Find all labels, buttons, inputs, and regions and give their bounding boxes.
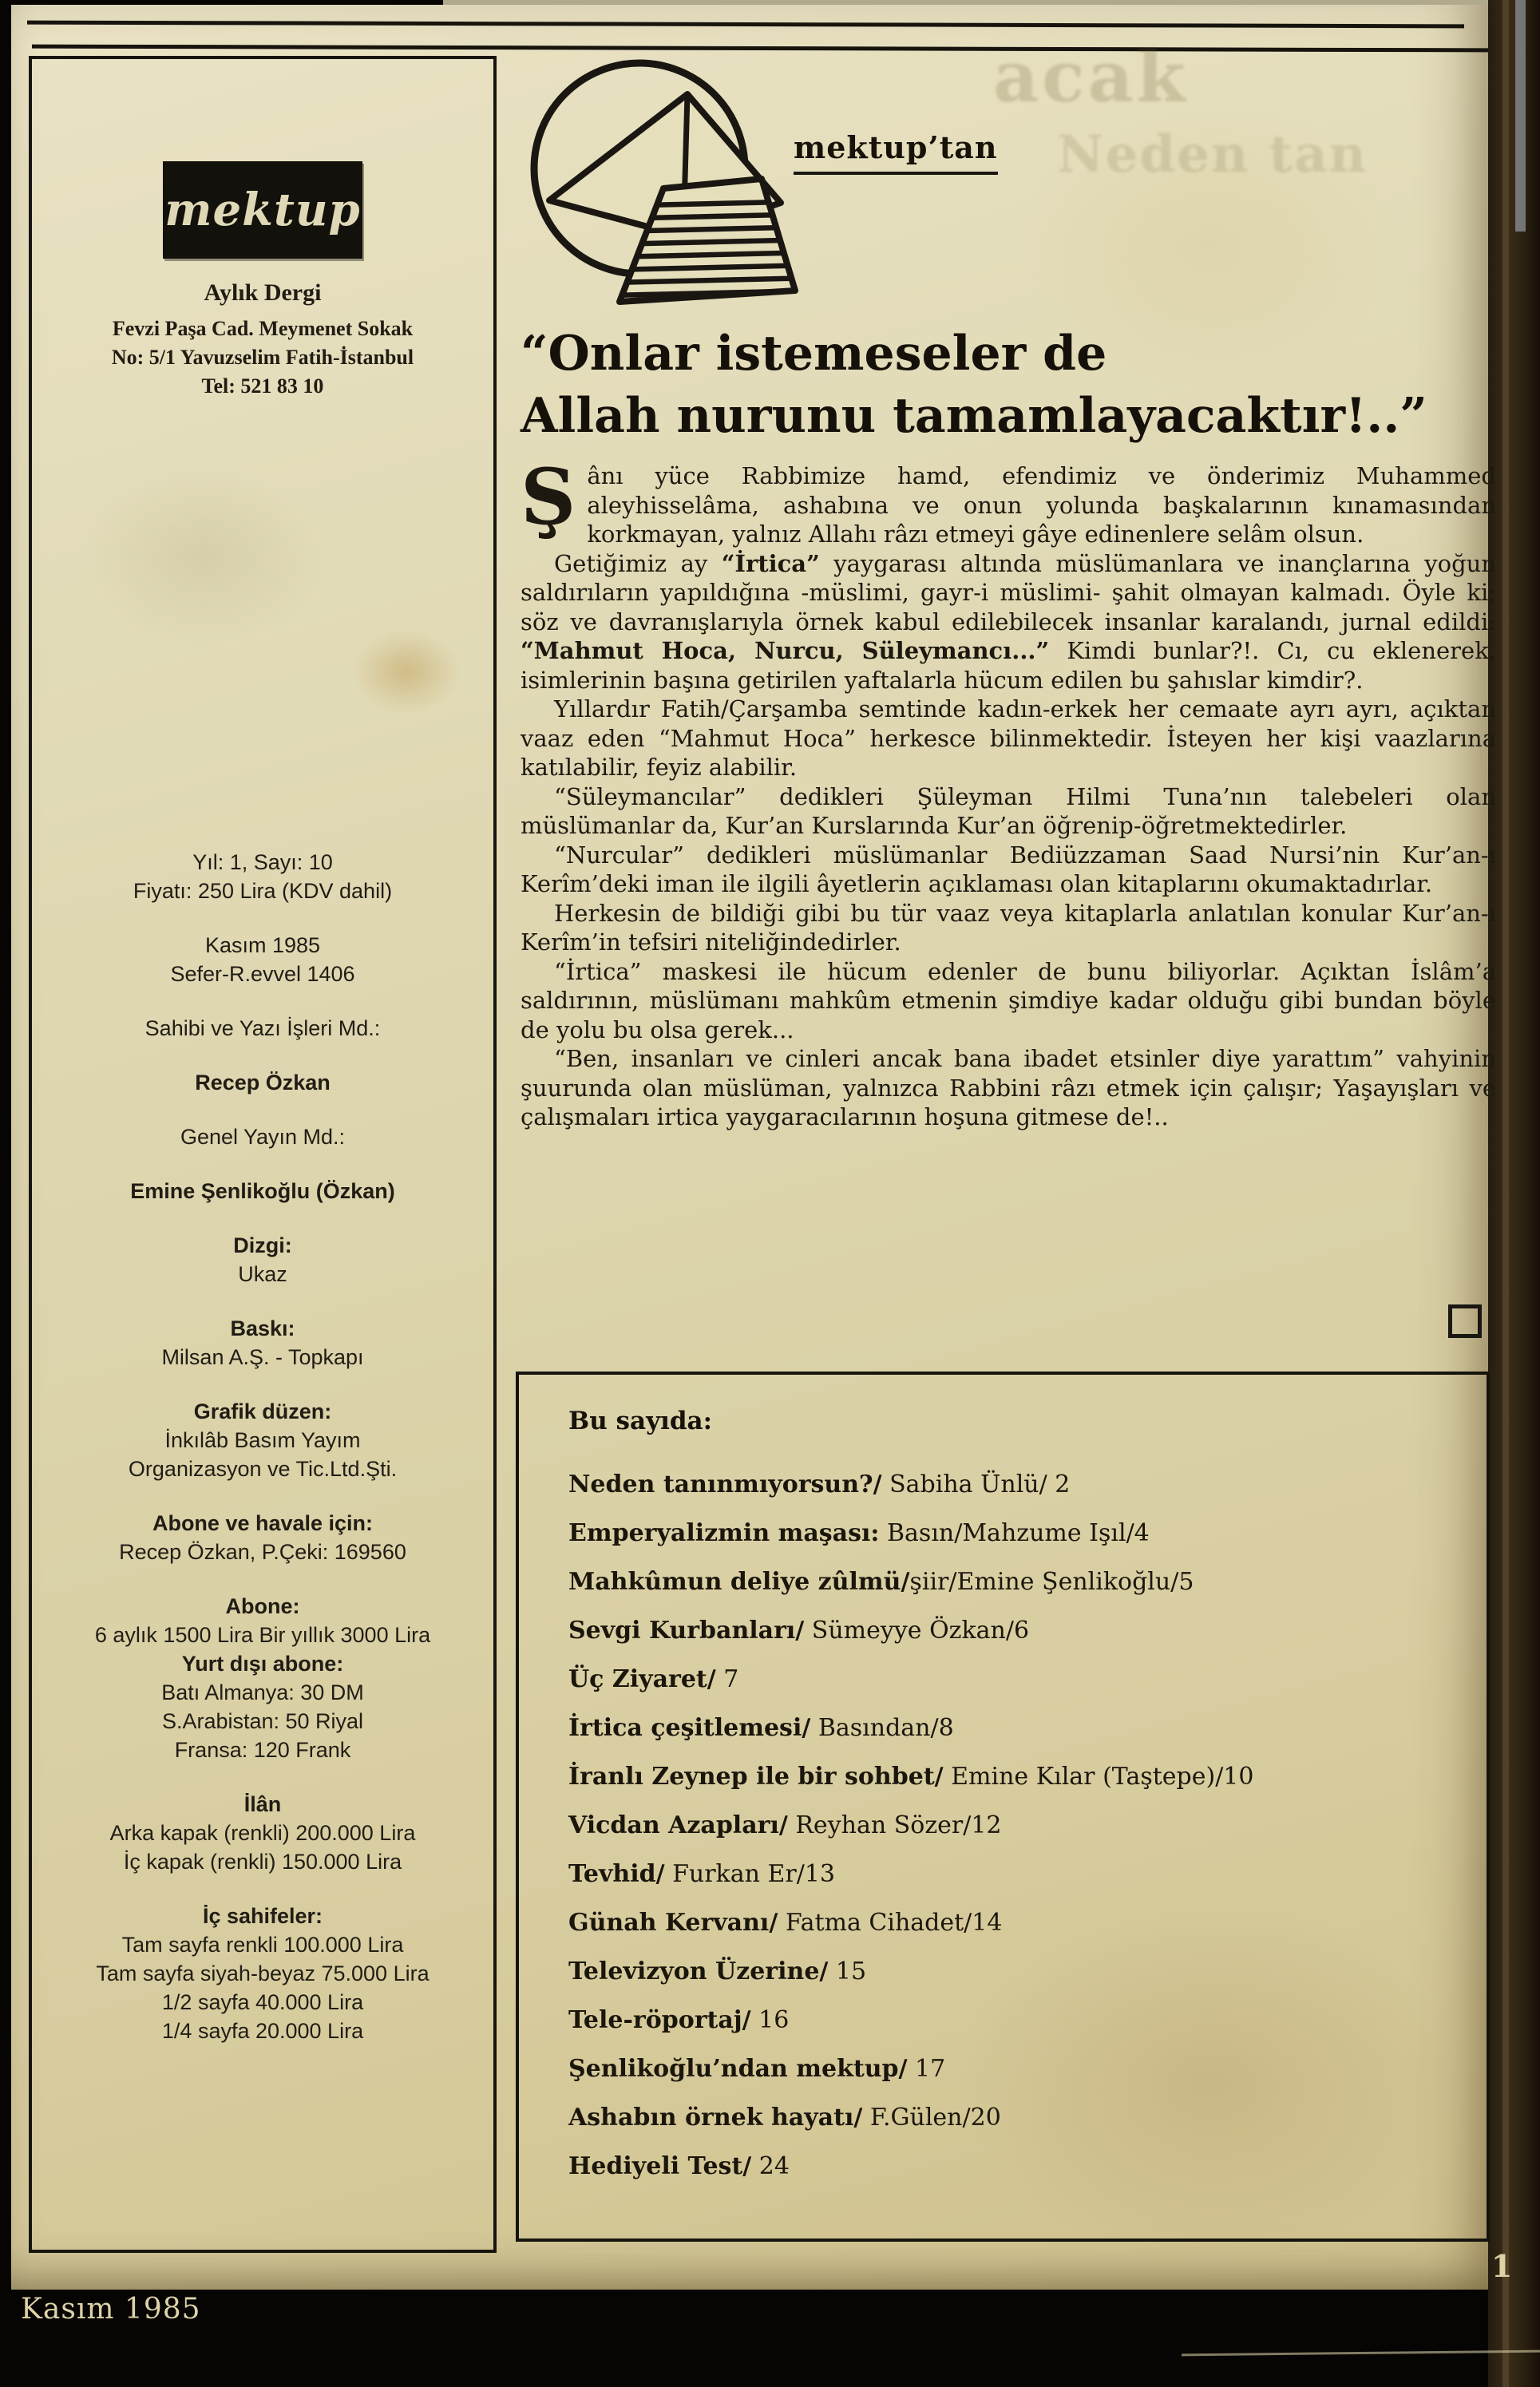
article-paragraph — [521, 1044, 1496, 1132]
contents-item — [568, 1617, 1487, 1645]
masthead-line: Tam sayfa siyah-beyaz 75.000 Lira — [96, 1961, 430, 1985]
masthead-lines — [32, 848, 493, 2045]
address-line: No: 5/1 Yavuzselim Fatih-İstanbul — [111, 346, 414, 369]
article-text-segment: “Nurcular” dedikleri müslümanlar Bediüzzaman Saad Nursi’nin Kur’an-ı Kerîm’deki iman ile ilgili âyetlerin açıklaması olan kitaplarını okumaktadırlar. — [521, 841, 1496, 897]
masthead-line: İç kapak (renkli) 150.000 Lira — [123, 1850, 402, 1874]
contents-item-author-page: 7 — [715, 1665, 739, 1693]
ink-bleedthrough-text: acak — [993, 35, 1189, 118]
magazine-tagline: Aylık Dergi — [204, 279, 322, 306]
masthead-line: Baskı: — [230, 1316, 295, 1340]
contents-item-title: Tele-röportaj/ — [568, 2006, 751, 2034]
contents-item-title: Üç Ziyaret/ — [568, 1665, 716, 1693]
masthead-line: Sefer-R.evvel 1406 — [170, 962, 355, 986]
page-number: 1 — [1491, 2248, 1513, 2284]
article-text-segment: “İrtica” — [721, 549, 820, 577]
contents-item — [568, 1568, 1487, 1596]
article-text-segment: Getiğimiz ay — [554, 549, 722, 577]
article-text-segment: Yıllardır Fatih/Çarşamba semtinde kadın-erkek her cemaate ayrı ayrı, açıktan vaaz eden “Mahmut Hoca” herkesce bilinmektedir. İsteyen her kişi vaazlarına katılabilir, feyiz alabilir. — [521, 695, 1496, 781]
article-body — [521, 452, 1496, 1132]
address-line: Tel: 521 83 10 — [201, 374, 324, 398]
contents-item-author-page: 15 — [828, 1957, 867, 1985]
contents-item — [568, 1763, 1487, 1791]
contents-item — [568, 1909, 1487, 1937]
masthead-line: Tam sayfa renkli 100.000 Lira — [121, 1933, 404, 1957]
masthead-line: Batı Almanya: 30 DM — [161, 1680, 364, 1704]
contents-item-title: Sevgi Kurbanları/ — [568, 1617, 805, 1645]
contents-item-author-page: 24 — [751, 2152, 790, 2180]
article-paragraph — [521, 841, 1496, 899]
masthead-line: Fiyatı: 250 Lira (KDV dahil) — [133, 879, 393, 903]
article-text-segment: “Ben, insanları ve cinleri ancak bana ibadet etsinler diye yarattım” vahyinin şuurunda olan müslüman, yalnızca Rabbini râzı etmek için çalışır; Yaşayışları ve çalışmaları irtica yaygaracılarının hoşuna gitmese de!.. — [521, 1045, 1496, 1130]
article-text-segment: Kimdi bunlar?!. Cı, cu eklenerek, isimlerinin başına getirilen yaftalarla hücum edilen bu şahıslar kimdir?. — [521, 637, 1496, 694]
magazine-logo-text: mektup — [164, 184, 361, 236]
contents-list — [568, 1471, 1487, 2180]
masthead-line: Arka kapak (renkli) 200.000 Lira — [109, 1821, 416, 1845]
article-text-segment: “Süleymancılar” dedikleri Şüleyman Hilmi Tuna’nın talebeleri olan müslümanlar da, Kur’an Kurslarında Kur’an öğrenip-öğretmektedirler. — [521, 782, 1496, 839]
contents-item-title: Ashabın örnek hayatı/ — [568, 2104, 863, 2132]
contents-item-title: Günah Kervanı/ — [568, 1909, 778, 1937]
contents-item-title: Tevhid/ — [568, 1860, 665, 1888]
masthead-line: Genel Yayın Md.: — [180, 1125, 346, 1149]
masthead-line: Milsan A.Ş. - Topkapı — [161, 1345, 364, 1369]
masthead-line: Fransa: 120 Frank — [174, 1738, 351, 1762]
contents-item-title: İrtica çeşitlemesi/ — [568, 1714, 811, 1742]
top-rule — [27, 21, 1464, 29]
article-text-segment: ânı yüce Rabbimize hamd, efendimiz ve önderimiz Muhammed aleyhisselâma, ashabına ve onun yolunda başkalarının kınamasından korkmayan, yalnız Allahı râzı etmeyi gâye edinenlere selâm olsun. — [587, 462, 1496, 548]
page-stack-edge — [1515, 0, 1526, 232]
contents-item-author-page: 16 — [750, 2006, 790, 2034]
end-of-article-marker — [1448, 1304, 1482, 1338]
magazine-logo — [163, 161, 362, 259]
contents-item — [568, 1811, 1487, 1839]
contents-item-author-page: Sabiha Ünlü/ 2 — [881, 1471, 1071, 1498]
contents-heading: Bu sayıda: — [568, 1407, 713, 1435]
masthead-line: Kasım 1985 — [204, 933, 321, 957]
contents-item-title: Televizyon Üzerine/ — [568, 1957, 829, 1985]
contents-item — [568, 2152, 1487, 2180]
contents-item-title: İranlı Zeynep ile bir sohbet/ — [568, 1763, 944, 1791]
article-text-segment: yaygarası altında müslümanlara ve inançlarına yoğun saldırıların yapıldığına -müslimi, gayr-i müslimi- şahit olmayan kalmadı. Öyle ki; söz ve davranışlarıyla örnek kabul edilebilecek insanlar karalandı, jurnal edildi: — [521, 549, 1496, 635]
masthead-line: 1/4 sayfa 20.000 Lira — [161, 2019, 364, 2043]
masthead-line: 6 aylık 1500 Lira Bir yıllık 3000 Lira — [94, 1623, 431, 1647]
envelope-letter-icon — [500, 37, 819, 324]
article-paragraph — [521, 782, 1496, 841]
contents-item — [568, 2055, 1487, 2083]
contents-box — [516, 1372, 1490, 2242]
article-paragraph — [521, 452, 1496, 549]
contents-item — [568, 1471, 1487, 1498]
contents-item — [568, 1665, 1487, 1693]
contents-item-author-page: şiir/Emine Şenlikoğlu/5 — [909, 1568, 1194, 1596]
contents-item — [568, 1714, 1487, 1742]
contents-item-title: Hediyeli Test/ — [568, 2152, 752, 2180]
masthead-line: Ukaz — [238, 1262, 287, 1286]
masthead-line: Yıl: 1, Sayı: 10 — [192, 850, 333, 874]
contents-item-author-page: F.Gülen/20 — [862, 2104, 1001, 2132]
article-paragraph — [521, 899, 1496, 957]
article-title-line1: “Onlar istemeseler de — [521, 326, 1107, 382]
contents-item-title: Neden tanınmıyorsun?/ — [568, 1471, 882, 1498]
masthead-line: Recep Özkan — [195, 1071, 331, 1095]
masthead-line: Sahibi ve Yazı İşleri Md.: — [144, 1016, 381, 1040]
footer-date: Kasım 1985 — [21, 2293, 201, 2326]
contents-item-title: Vicdan Azapları/ — [568, 1811, 788, 1839]
masthead-line: S.Arabistan: 50 Riyal — [161, 1709, 364, 1733]
contents-item — [568, 1519, 1487, 1547]
masthead-column — [29, 56, 497, 2253]
article-title-line2: Allah nurunu tamamlayacaktır!..” — [521, 388, 1427, 444]
contents-item — [568, 2006, 1487, 2034]
masthead-line: Yurt dışı abone: — [181, 1652, 344, 1676]
contents-item-author-page: Furkan Er/13 — [664, 1860, 836, 1888]
masthead-line: Recep Özkan, P.Çeki: 169560 — [119, 1540, 406, 1564]
page-stack-edge — [1502, 0, 1509, 2387]
contents-item-author-page: Basından/8 — [810, 1714, 954, 1742]
contents-item — [568, 2104, 1487, 2132]
masthead-line: Emine Şenlikoğlu (Özkan) — [130, 1179, 395, 1203]
article-paragraph — [521, 957, 1496, 1045]
contents-item — [568, 1860, 1487, 1888]
contents-item-title: Şenlikoğlu’ndan mektup/ — [568, 2055, 908, 2083]
drop-cap: Ş — [521, 452, 576, 542]
contents-item-author-page: Sümeyye Özkan/6 — [804, 1617, 1030, 1645]
masthead-line: İlân — [243, 1792, 282, 1816]
article-text-segment: “İrtica” maskesi ile hücum edenler de bunu biliyorlar. Açıktan İslâm’a saldırının, müslümanı mahkûm etmenin şimdiye kadar olduğu gibi bundan böyle de yolu bu olsa gerek... — [521, 957, 1496, 1043]
contents-item-author-page: 17 — [907, 2055, 946, 2083]
column-brand: mektup’tan — [794, 129, 998, 175]
masthead-line: Abone: — [225, 1594, 300, 1618]
ink-bleedthrough-text: Neden tan — [1057, 125, 1368, 184]
article-text-segment: “Mahmut Hoca, Nurcu, Süleymancı...” — [521, 637, 1050, 664]
article-paragraph — [521, 549, 1496, 695]
contents-item-author-page: Reyhan Sözer/12 — [787, 1811, 1002, 1839]
masthead-line: İnkılâb Basım Yayım — [164, 1428, 361, 1452]
contents-item — [568, 1957, 1487, 1985]
address-line: Fevzi Paşa Cad. Meymenet Sokak — [112, 317, 414, 340]
article-paragraph — [521, 695, 1496, 782]
article-text-segment: Herkesin de bildiği gibi bu tür vaaz veya kitaplarla anlatılan konular Kur’an-ı Kerîm’in tefsiri niteliğindedirler. — [521, 899, 1496, 956]
contents-item-author-page: Basın/Mahzume Işıl/4 — [879, 1519, 1150, 1547]
masthead-line: Dizgi: — [233, 1233, 292, 1257]
contents-item-author-page: Fatma Cihadet/14 — [778, 1909, 1003, 1937]
bottom-page-edge-line — [1182, 2350, 1540, 2357]
contents-item-title: Mahkûmun deliye zûlmü/ — [568, 1568, 910, 1596]
masthead-address — [32, 315, 493, 401]
masthead-line: Grafik düzen: — [193, 1399, 332, 1423]
contents-item-title: Emperyalizmin maşası: — [568, 1519, 880, 1547]
magazine-page — [11, 5, 1496, 2290]
masthead-line: 1/2 sayfa 40.000 Lira — [161, 1990, 364, 2014]
masthead-line: Abone ve havale için: — [152, 1511, 374, 1535]
article-title — [521, 323, 1502, 447]
contents-item-author-page: Emine Kılar (Taştepe)/10 — [943, 1763, 1254, 1791]
masthead-line: Organizasyon ve Tic.Ltd.Şti. — [128, 1457, 398, 1481]
masthead-line: İç sahifeler: — [202, 1904, 323, 1928]
